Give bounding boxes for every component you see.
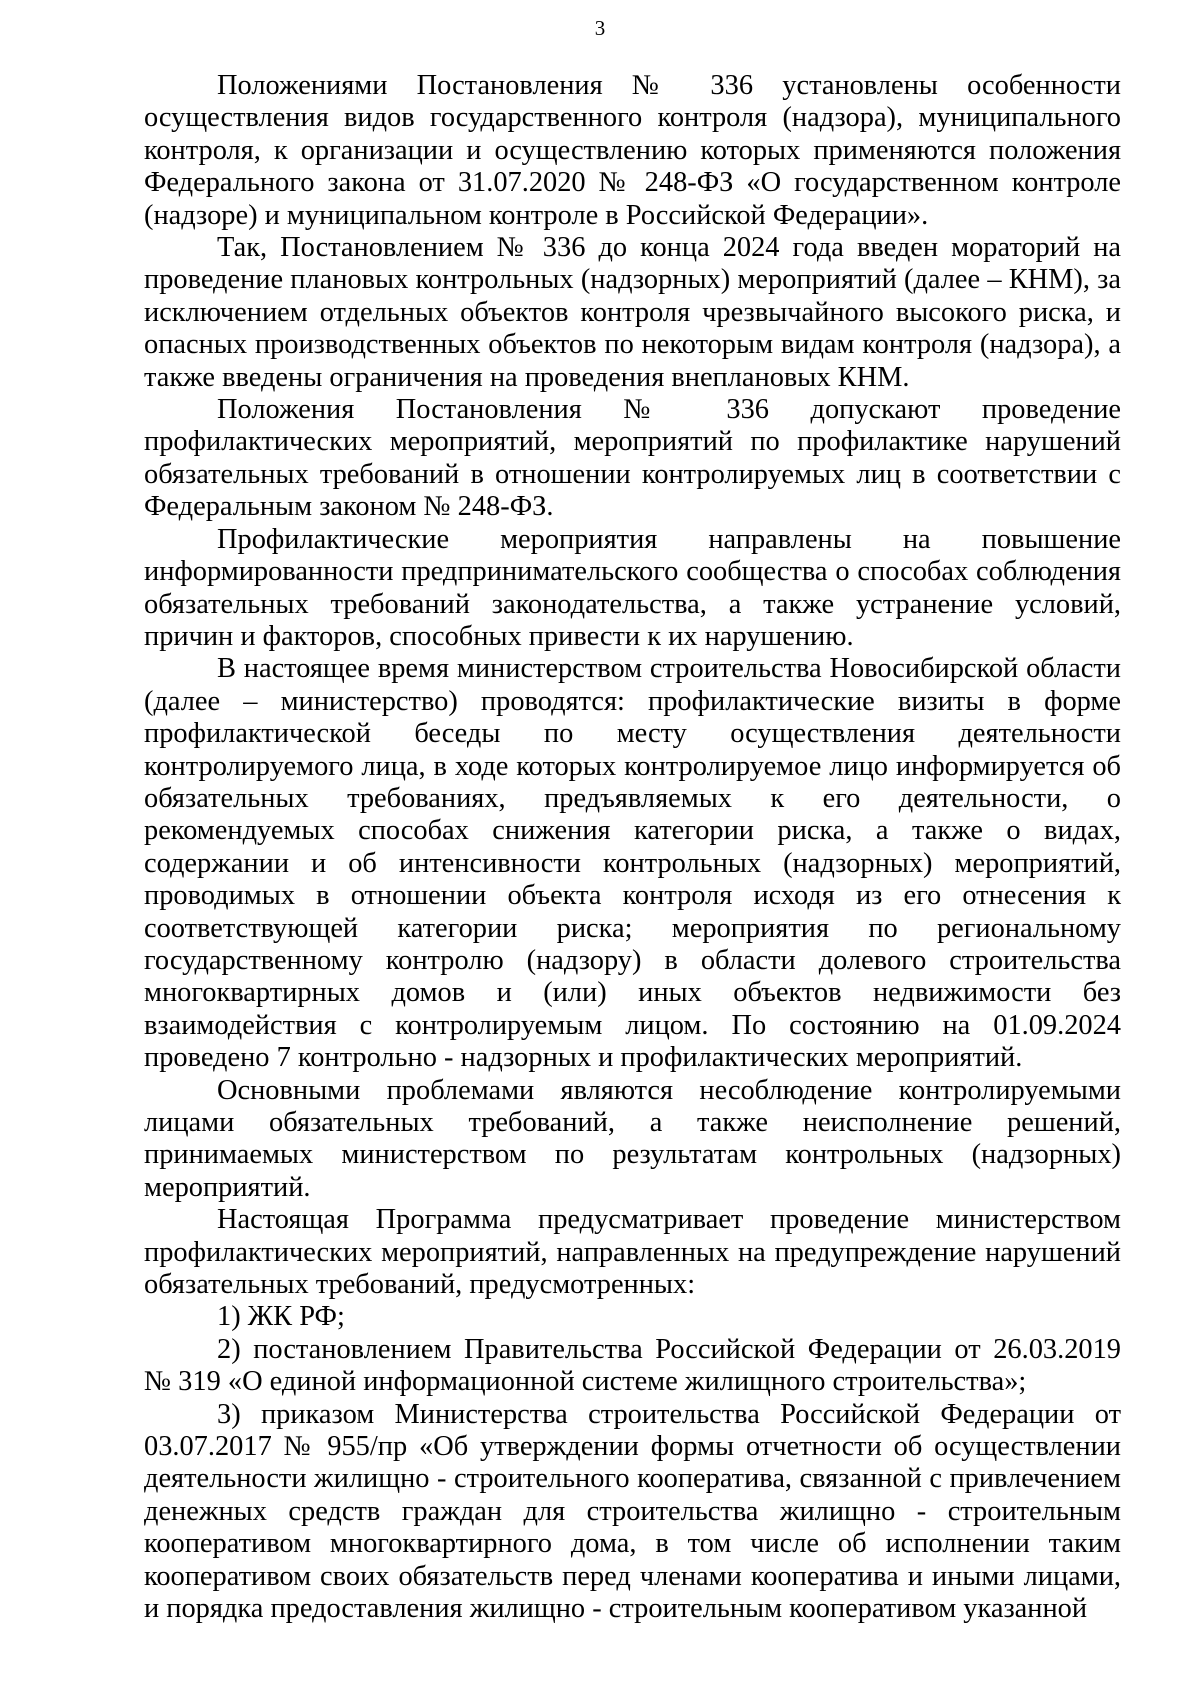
paragraph-resolution-provisions: Положениями Постановления № 336 установлены особенности осуществления видов государственного контроля (надзора), муниципального контроля, к организации и осуществлению которых применяются положения Федерального закона от 31.07.2020 № 248-ФЗ «О государственном контроле (надзоре) и муниципальном контроле в Российской Федерации». (144, 70, 1121, 231)
paragraph-moratorium: Так, Постановлением № 336 до конца 2024 года введен мораторий на проведение плановых контрольных (надзорных) мероприятий (далее – КНМ), за исключением отдельных объектов контроля чрезвычайного высокого риска, и опасных производственных объектов по некоторым видам контроля (надзора), а также введены ограничения на проведения внеплановых КНМ. (144, 232, 1121, 393)
paragraph-current-activities: В настоящее время министерством строительства Новосибирской области (далее – министерство) проводятся: профилактические визиты в форме профилактической беседы по месту осуществления деятельности контролируемого лица, в ходе которых контролируемое лицо информируется об обязательных требованиях, предъявляемых к его деятельности, о рекомендуемых способах снижения категории риска, а также о видах, содержании и об интенсивности контрольных (надзорных) мероприятий, проводимых в отношении объекта контроля исходя из его отнесения к соответствующей категории риска; мероприятия по региональному государственному контролю (надзору) в области долевого строительства многоквартирных домов и (или) иных объектов недвижимости без взаимодействия с контролируемым лицом. По состоянию на 01.09.2024 проведено 7 контрольно - надзорных и профилактических мероприятий. (144, 653, 1121, 1074)
paragraph-allowed-preventive-measures: Положения Постановления № 336 допускают проведение профилактических мероприятий, мероприятий по профилактике нарушений обязательных требований в отношении контролируемых лиц в соответствии с Федеральным законом № 248-ФЗ. (144, 394, 1121, 523)
paragraph-preventive-purpose: Профилактические мероприятия направлены на повышение информированности предпринимательского сообщества о способах соблюдения обязательных требований законодательства, а также устранение условий, причин и факторов, способных привести к их нарушению. (144, 523, 1121, 652)
document-body (144, 70, 1121, 1626)
paragraph-program-scope: Настоящая Программа предусматривает проведение министерством профилактических мероприятий, направленных на предупреждение нарушений обязательных требований, предусмотренных: (144, 1204, 1121, 1301)
page-number: 3 (594, 16, 606, 40)
paragraph-main-problems: Основными проблемами являются несоблюдение контролируемыми лицами обязательных требований, а также неисполнение решений, принимаемых министерством по результатам контрольных (надзорных) мероприятий. (144, 1074, 1121, 1203)
list-item-2: 2) постановлением Правительства Российской Федерации от 26.03.2019 № 319 «О единой информационной системе жилищного строительства»; (144, 1333, 1121, 1398)
list-item-3: 3) приказом Министерства строительства Российской Федерации от 03.07.2017 № 955/пр «Об утверждении формы отчетности об осуществлении деятельности жилищно - строительного кооператива, связанной с привлечением денежных средств граждан для строительства жилищно - строительным кооперативом многоквартирного дома, в том числе об исполнении таким кооперативом своих обязательств перед членами кооператива и иными лицами, и порядка предоставления жилищно - строительным кооперативом указанной (144, 1398, 1121, 1625)
list-item-1: 1) ЖК РФ; (217, 1301, 345, 1333)
